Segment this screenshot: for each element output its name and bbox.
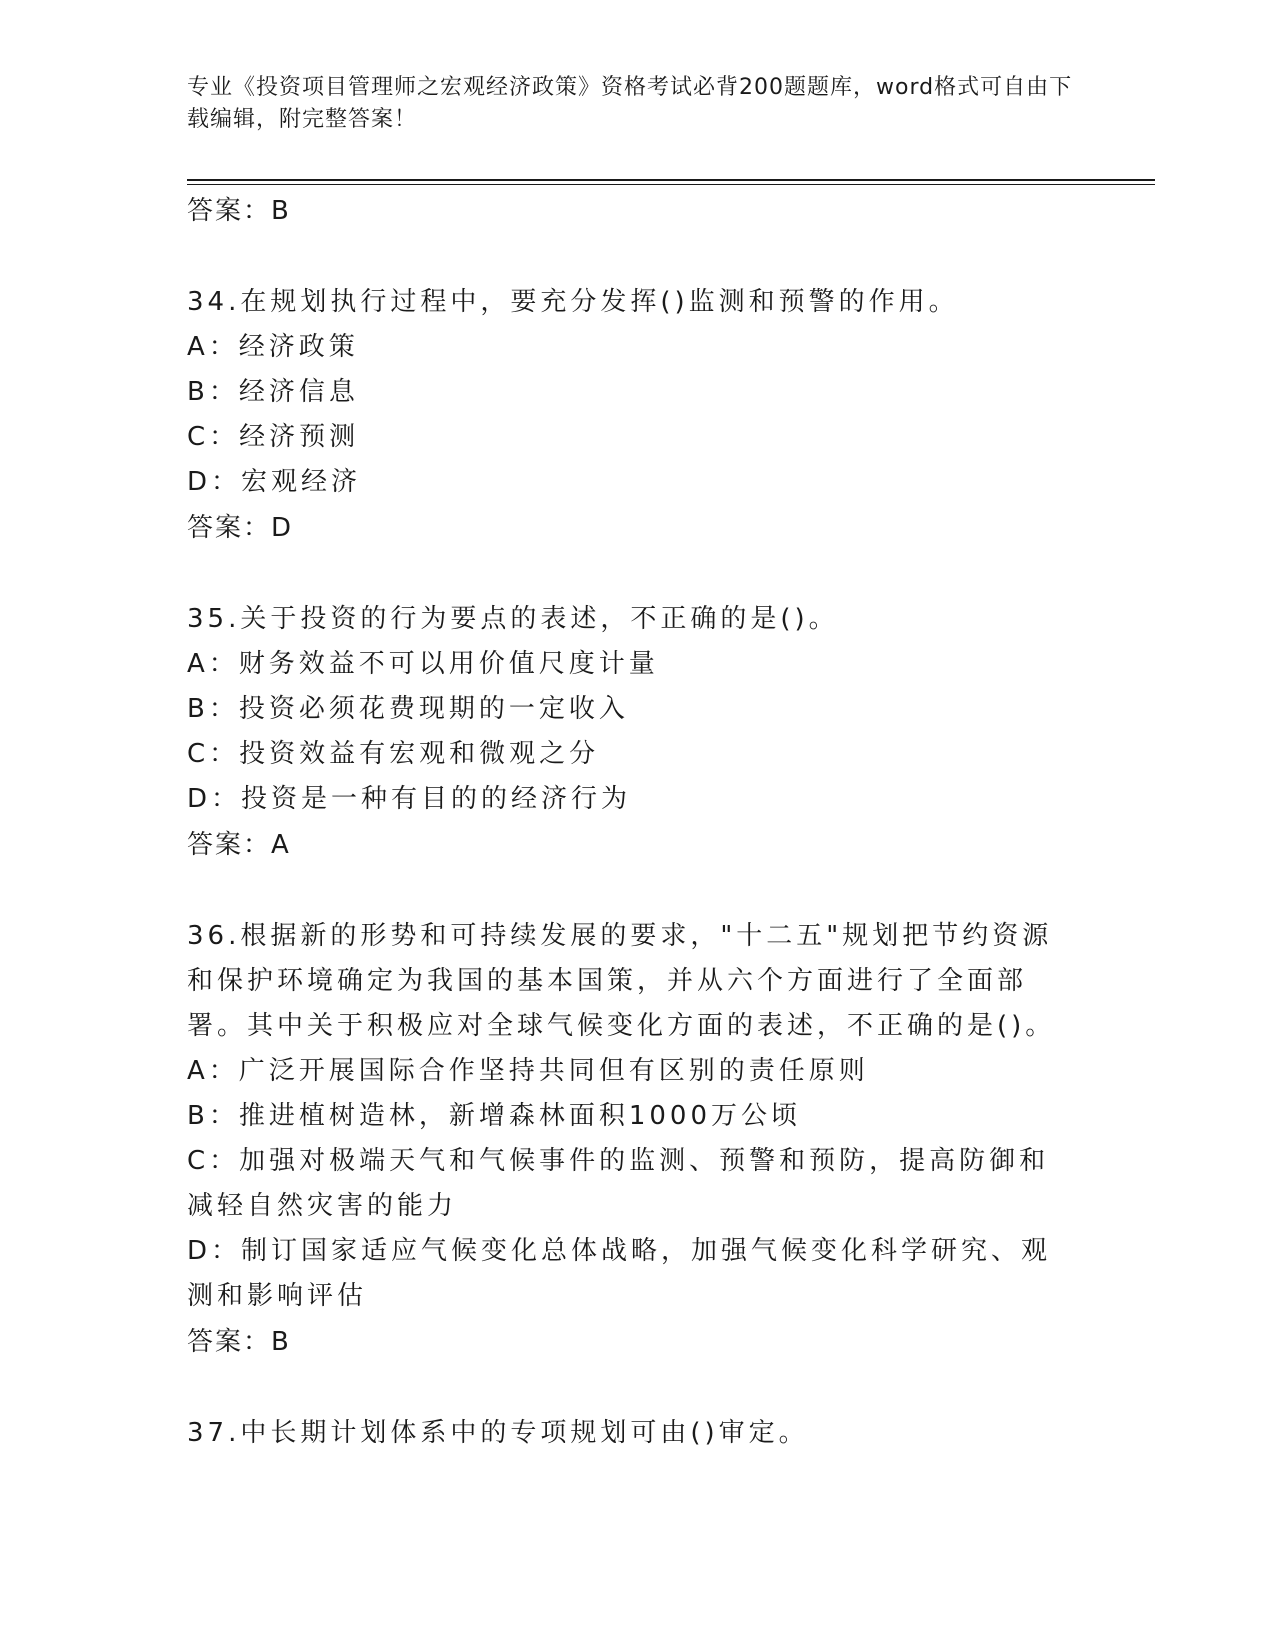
option-d: D：宏观经济 — [187, 467, 362, 497]
answer-33: 答案：B — [187, 196, 291, 226]
option-a: A：广泛开展国际合作坚持共同但有区别的责任原则 — [187, 1056, 869, 1086]
question-35 — [187, 597, 1077, 868]
question-text: 37.中长期计划体系中的专项规划可由()审定。 — [187, 1418, 809, 1448]
spacer — [187, 868, 1077, 914]
option-b: B：经济信息 — [187, 377, 359, 407]
question-37 — [187, 1411, 1077, 1456]
question-text: 34.在规划执行过程中，要充分发挥()监测和预警的作用。 — [187, 287, 959, 317]
question-list — [187, 188, 1077, 1456]
spacer — [187, 234, 1077, 280]
option-a: A：经济政策 — [187, 332, 359, 362]
answer-36: 答案：B — [187, 1327, 291, 1357]
option-b: B：推进植树造林，新增森林面积1000万公顷 — [187, 1101, 802, 1131]
question-text: 36.根据新的形势和可持续发展的要求，"十二五"规划把节约资源和保护环境确定为我国的基本国策，并从六个方面进行了全面部署。其中关于积极应对全球气候变化方面的表述，不正确的是()。 — [187, 921, 1056, 1041]
spacer — [187, 1365, 1077, 1411]
header-divider — [187, 179, 1155, 181]
option-c: C：投资效益有宏观和微观之分 — [187, 739, 600, 769]
spacer — [187, 551, 1077, 597]
question-34 — [187, 280, 1077, 551]
question-36 — [187, 914, 1077, 1365]
header-divider-thin — [187, 184, 1155, 185]
answer-34: 答案：D — [187, 513, 294, 543]
page-header: 专业《投资项目管理师之宏观经济政策》资格考试必背200题题库，word格式可自由下载编辑，附完整答案！ — [187, 75, 1073, 132]
option-b: B：投资必须花费现期的一定收入 — [187, 694, 629, 724]
option-a: A：财务效益不可以用价值尺度计量 — [187, 649, 659, 679]
option-d: D：制订国家适应气候变化总体战略，加强气候变化科学研究、观测和影响评估 — [187, 1236, 1052, 1311]
option-c: C：加强对极端天气和气候事件的监测、预警和预防，提高防御和减轻自然灾害的能力 — [187, 1146, 1050, 1221]
option-d: D：投资是一种有目的的经济行为 — [187, 784, 632, 814]
question-text: 35.关于投资的行为要点的表述，不正确的是()。 — [187, 604, 839, 634]
answer-35: 答案：A — [187, 830, 291, 860]
option-c: C：经济预测 — [187, 422, 360, 452]
